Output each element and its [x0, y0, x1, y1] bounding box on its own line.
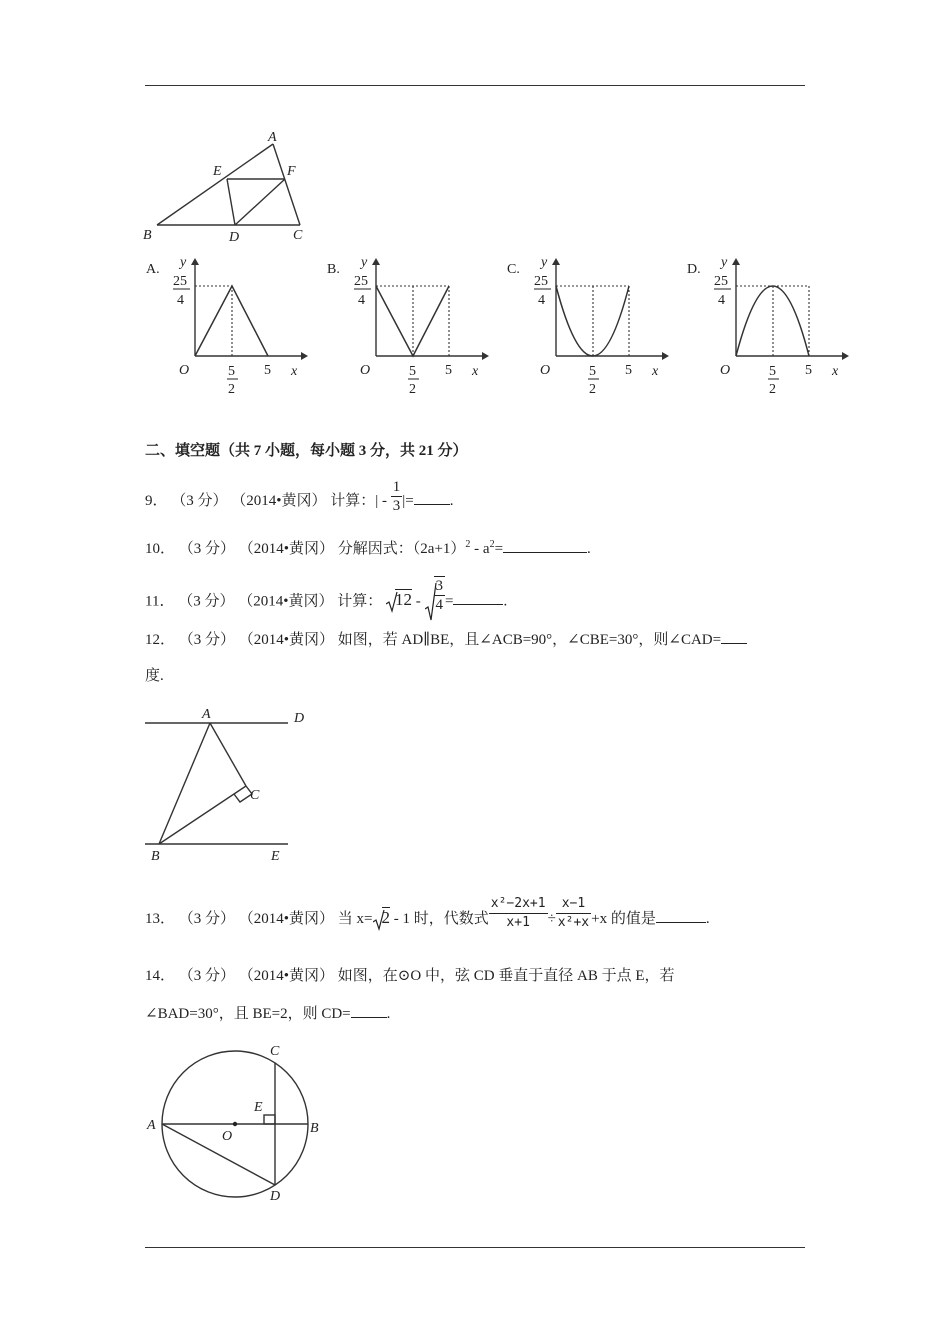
q12-label-E: E: [271, 849, 280, 864]
q10-eq: =: [494, 541, 504, 557]
q13-f2-den: x²+x: [557, 915, 590, 930]
graph-curve: [195, 286, 268, 356]
q14-label-B: B: [310, 1121, 319, 1136]
option-graph-c[interactable]: [504, 255, 674, 400]
q11-number: 11．: [145, 593, 175, 610]
y-axis-label: y: [541, 255, 548, 270]
q13-answer-blank[interactable]: [656, 908, 706, 923]
q13-div: ÷: [547, 910, 556, 927]
q13-source: （2014•黄冈）: [238, 910, 335, 927]
q10-end: .: [587, 541, 591, 557]
x-axis-label: x: [291, 364, 298, 379]
x-end-label: 5: [445, 363, 452, 378]
q12-source: （2014•黄冈）: [238, 632, 335, 648]
x-value-denominator: 2: [409, 382, 416, 397]
q10-exp2: 2: [489, 539, 495, 550]
x-axis-label: x: [472, 364, 479, 379]
x-value-denominator: 2: [589, 382, 596, 397]
y-value-denominator: 4: [718, 293, 725, 308]
question-13: [145, 896, 710, 932]
y-axis-label: y: [721, 255, 728, 270]
question-11: [145, 578, 508, 622]
x-value-numerator: 5: [228, 364, 235, 379]
q10-source: （2014•黄冈）: [238, 541, 335, 557]
q12-label-B: B: [151, 849, 160, 864]
q9-score: （3 分）: [171, 492, 228, 509]
q9-source: （2014•黄冈）: [231, 492, 327, 509]
triangle-figure: [140, 128, 320, 246]
q11-prefix: 计算：: [337, 593, 383, 610]
q14-number: 14．: [145, 968, 176, 984]
q14-answer-blank[interactable]: [351, 1003, 387, 1018]
q11-end: .: [503, 593, 508, 610]
q12-label-C: C: [250, 788, 260, 803]
q12-score: （3 分）: [178, 632, 236, 648]
q12-label-D: D: [294, 711, 305, 726]
q11-answer-blank[interactable]: [453, 590, 503, 605]
q13-end: .: [705, 910, 710, 927]
q10-score: （3 分）: [178, 541, 236, 557]
x-end-label: 5: [805, 363, 812, 378]
label-B: B: [143, 228, 152, 243]
y-axis-label: y: [180, 255, 187, 270]
q9-frac-num: 1: [392, 479, 401, 495]
y-axis-arrow: [372, 258, 380, 265]
option-label: B.: [327, 262, 340, 277]
x-axis-label: x: [652, 364, 659, 379]
y-axis-arrow: [191, 258, 199, 265]
q14-end: .: [386, 1006, 391, 1022]
q10-answer-blank[interactable]: [503, 538, 587, 553]
y-value-numerator: 25: [534, 274, 548, 289]
question-10: [145, 535, 591, 559]
option-graph-d[interactable]: [684, 255, 854, 400]
origin-label: O: [540, 363, 551, 378]
y-value-denominator: 4: [358, 293, 365, 308]
y-value-denominator: 4: [538, 293, 545, 308]
q9-answer-blank[interactable]: [414, 490, 450, 505]
q14-label-O: O: [222, 1129, 233, 1144]
x-value-denominator: 2: [769, 382, 776, 397]
q11-source: （2014•黄冈）: [238, 593, 334, 610]
option-graph-a[interactable]: [143, 255, 313, 400]
q14-text: 如图，在⊙O 中，弦 CD 垂直于直径 AB 于点 E，若: [337, 968, 675, 984]
q10-number: 10．: [145, 541, 176, 557]
label-F: F: [287, 164, 296, 179]
q13-fraction-1: [489, 895, 548, 932]
q11-eq: =: [445, 593, 454, 610]
question-12: [145, 629, 747, 650]
option-graph-b[interactable]: [324, 255, 494, 400]
q10-text2: - a: [470, 541, 490, 557]
q14-line2: [145, 1003, 390, 1024]
q13-radicand: 2: [381, 907, 391, 927]
q14-source: （2014•黄冈）: [238, 968, 335, 984]
x-value-numerator: 5: [589, 364, 596, 379]
q13-prefix: 当 x=: [337, 910, 373, 927]
q12-text: 如图，若 AD∥BE，且∠ACB=90°，∠CBE=30°，则∠CAD=: [337, 632, 722, 648]
q14-label-E: E: [254, 1100, 263, 1115]
q9-prefix: 计算：| -: [330, 492, 388, 509]
q9-fraction: [391, 478, 403, 515]
graph-curve: [556, 286, 629, 356]
y-value-denominator: 4: [177, 293, 184, 308]
x-value-denominator: 2: [228, 382, 235, 397]
q11-radicand: 12: [395, 590, 412, 610]
header-rule: [145, 85, 805, 86]
q12-label-A: A: [202, 707, 211, 722]
x-end-label: 5: [264, 363, 271, 378]
q9-frac-den: 3: [392, 498, 401, 514]
q9-suffix: |=: [402, 492, 414, 509]
q14-line2-prefix: ∠BAD=30°，且 BE=2，则 CD=: [145, 1006, 351, 1022]
option-label: C.: [507, 262, 520, 277]
y-value-numerator: 25: [714, 274, 728, 289]
y-axis-arrow: [552, 258, 560, 265]
question-9: [145, 479, 454, 515]
x-end-label: 5: [625, 363, 632, 378]
x-axis-arrow: [842, 352, 849, 360]
label-C: C: [293, 228, 303, 243]
q12-number: 12．: [145, 632, 176, 648]
q14-label-A: A: [147, 1118, 156, 1133]
q13-score: （3 分）: [178, 910, 236, 927]
q11-score: （3 分）: [178, 593, 235, 610]
q10-text: 分解因式：（2a+1）: [337, 541, 466, 557]
q13-number: 13．: [145, 910, 176, 927]
option-label: A.: [146, 262, 160, 277]
y-axis-label: y: [361, 255, 368, 270]
label-E: E: [213, 164, 222, 179]
origin-label: O: [179, 363, 190, 378]
y-axis-arrow: [732, 258, 740, 265]
x-axis-label: x: [832, 364, 839, 379]
y-value-numerator: 25: [173, 274, 187, 289]
footer-rule: [145, 1247, 805, 1248]
q13-fraction-2: [556, 895, 591, 932]
q9-number: 9．: [145, 492, 168, 509]
q14-label-D: D: [270, 1189, 281, 1204]
q11-frac-den: 4: [435, 597, 443, 613]
q11-fraction: [434, 576, 446, 614]
graph-curve: [376, 286, 449, 356]
origin-label: O: [360, 363, 371, 378]
q11-frac-num: 3: [435, 578, 443, 594]
x-axis-arrow: [482, 352, 489, 360]
x-value-numerator: 5: [769, 364, 776, 379]
x-axis-arrow: [662, 352, 669, 360]
option-label: D.: [687, 262, 701, 277]
q14-label-C: C: [270, 1044, 280, 1059]
q12-answer-blank[interactable]: [721, 629, 747, 644]
x-value-numerator: 5: [409, 364, 416, 379]
q12-line2: 度.: [145, 668, 164, 684]
q11-minus: -: [412, 593, 425, 610]
q13-f2-num: x−1: [556, 895, 591, 914]
label-A: A: [268, 130, 277, 145]
q14-score: （3 分）: [178, 968, 236, 984]
section-heading: 二、填空题（共 7 小题，每小题 3 分，共 21 分）: [145, 443, 468, 459]
q10-exp1: 2: [465, 539, 471, 550]
label-D: D: [229, 230, 240, 245]
graph-curve: [736, 286, 809, 356]
q13-f1-den: x+1: [506, 915, 530, 930]
q9-end: .: [449, 492, 454, 509]
question-14: [145, 966, 675, 986]
q13-after-rad: - 1 时，代数式: [390, 910, 489, 927]
q12-figure: [140, 700, 320, 868]
origin-label: O: [720, 363, 731, 378]
q13-suffix: +x 的值是: [591, 910, 656, 927]
x-axis-arrow: [301, 352, 308, 360]
y-value-numerator: 25: [354, 274, 368, 289]
q14-circle-figure: [140, 1036, 330, 1208]
q13-f1-num: x²−2x+1: [489, 895, 548, 914]
